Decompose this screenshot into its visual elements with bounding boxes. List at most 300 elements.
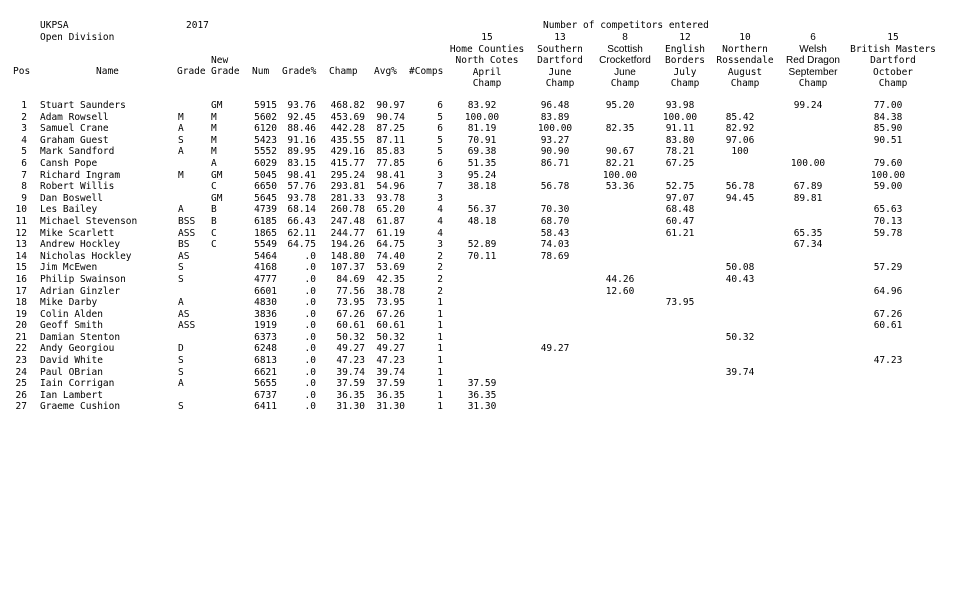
event-header-line: Dartford [537,55,583,67]
cell-name: Nicholas Hockley [40,250,132,262]
cell-comps: 5 [437,111,443,123]
cell-grade-pct: 91.16 [287,134,316,146]
cell-grade-pct: .0 [304,331,316,343]
cell-name: Robert Willis [40,181,115,193]
cell-comps: 1 [437,366,443,378]
table-row [0,100,960,112]
cell-event-score: 100.00 [464,111,500,123]
cell-event-score: 90.67 [605,146,635,158]
cell-champ: 47.23 [336,355,365,367]
event-header-line: Rossendale [716,55,774,67]
cell-grade-pct: .0 [304,378,316,390]
table-row [0,193,960,205]
cell-event-score: 50.08 [725,262,755,274]
division-title: Open Division [40,32,115,43]
event-header-line: Champ [670,78,700,90]
col-header-comps: #Comps [409,66,444,77]
cell-pos: 21 [15,331,27,343]
cell-name: Damian Stenton [40,331,121,343]
cell-num: 5549 [254,239,277,251]
cell-avg: 31.30 [376,401,405,413]
cell-event-score: 95.24 [467,169,497,181]
table-row [0,228,960,240]
cell-name: Mark Sandford [40,146,115,158]
cell-name: Stuart Saunders [40,100,126,111]
cell-avg: 42.35 [376,273,405,285]
cell-event-score: 12.60 [605,285,635,297]
table-row [0,216,960,228]
cell-event-score: 70.13 [873,215,903,227]
event-header-line: Borders [664,55,706,67]
cell-grade: S [178,366,184,378]
cell-grade-pct: 89.95 [287,146,316,158]
cell-grade: A [178,297,184,309]
cell-avg: 37.59 [376,378,405,390]
cell-champ: 60.61 [336,320,365,332]
cell-event-score: 38.18 [467,181,497,193]
table-row [0,158,960,170]
cell-num: 5423 [254,134,277,146]
event-header-line: April [472,66,502,78]
cell-event-score: 82.92 [725,123,755,135]
event-header-line: Crocketford [599,55,651,67]
cell-event-score: 93.27 [540,134,570,146]
cell-new-grade: A [211,157,217,169]
cell-event-score: 85.90 [873,123,903,135]
table-row [0,251,960,263]
cell-event-score: 89.81 [793,192,823,204]
cell-grade: S [178,401,184,413]
cell-pos: 18 [15,297,27,309]
cell-event-score: 56.78 [540,181,570,193]
event-header-line: Welsh [799,43,827,55]
cell-grade-pct: .0 [304,389,316,401]
cell-avg: 87.11 [376,134,405,146]
cell-event-score: 68.70 [540,215,570,227]
cell-pos: 20 [15,320,27,332]
cell-new-grade: C [211,227,217,239]
event-header-line: Champ [798,78,828,90]
cell-grade: AS [178,250,190,262]
cell-num: 5915 [254,100,277,111]
cell-num: 6813 [254,355,277,367]
cell-pos: 23 [15,355,27,367]
cell-name: David White [40,355,103,367]
cell-event-score: 52.75 [665,181,695,193]
col-header-grade: Grade [177,66,206,77]
cell-grade: BSS [178,215,196,227]
cell-champ: 260.78 [330,204,365,216]
cell-event-score: 96.48 [540,100,570,111]
event-header-line: July [673,66,697,78]
cell-event-score: 78.69 [540,250,570,262]
cell-pos: 22 [15,343,27,355]
cell-grade: S [178,355,184,367]
event-count: 13 [554,32,566,43]
event-header-line: English [664,43,706,55]
competitors-label: Number of competitors entered [543,20,709,31]
cell-grade-pct: .0 [304,366,316,378]
cell-avg: 61.87 [376,215,405,227]
cell-event-score: 91.11 [665,123,695,135]
event-header-line: June [548,66,572,78]
cell-event-score: 60.61 [873,320,903,332]
cell-comps: 1 [437,355,443,367]
cell-champ: 49.27 [336,343,365,355]
event-header-line: Northern [722,43,768,55]
cell-comps: 4 [437,215,443,227]
table-row [0,262,960,274]
cell-grade: BS [178,239,190,251]
event-count: 15 [481,32,493,43]
cell-avg: 93.78 [376,192,405,204]
col-header-new-grade-line2: Grade [211,66,240,77]
cell-comps: 1 [437,308,443,320]
cell-comps: 3 [437,169,443,181]
cell-num: 6248 [254,343,277,355]
cell-num: 6601 [254,285,277,297]
cell-event-score: 73.95 [665,297,695,309]
cell-pos: 13 [15,239,27,251]
cell-event-score: 65.63 [873,204,903,216]
cell-avg: 77.85 [376,157,405,169]
cell-name: Mike Darby [40,297,98,309]
cell-grade-pct: 64.75 [287,239,316,251]
event-header-line: October [872,66,914,78]
cell-comps: 1 [437,320,443,332]
cell-event-score: 48.18 [467,215,497,227]
cell-grade-pct: .0 [304,355,316,367]
cell-event-score: 31.30 [467,401,497,413]
cell-event-score: 59.00 [873,181,903,193]
cell-name: Graham Guest [40,134,109,146]
cell-new-grade: C [211,181,217,193]
cell-event-score: 64.96 [873,285,903,297]
cell-num: 4830 [254,297,277,309]
event-count: 10 [739,32,751,43]
cell-name: Andrew Hockley [40,239,121,251]
cell-grade-pct: 83.15 [287,157,316,169]
cell-event-score: 82.21 [605,157,635,169]
cell-num: 1865 [254,227,277,239]
event-header-line: Champ [730,78,760,90]
cell-grade-pct: .0 [304,273,316,285]
cell-comps: 1 [437,343,443,355]
cell-grade: S [178,262,184,274]
cell-new-grade: M [211,111,217,123]
cell-grade-pct: .0 [304,285,316,297]
cell-name: Geoff Smith [40,320,103,332]
table-row [0,135,960,147]
cell-pos: 1 [21,100,27,111]
cell-num: 5645 [254,192,277,204]
cell-grade: S [178,273,184,285]
cell-pos: 5 [21,146,27,158]
cell-comps: 6 [437,100,443,111]
cell-grade: ASS [178,227,196,239]
cell-pos: 9 [21,192,27,204]
cell-num: 6373 [254,331,277,343]
cell-comps: 6 [437,123,443,135]
cell-champ: 31.30 [336,401,365,413]
event-header-line: British Masters [850,43,936,55]
cell-pos: 11 [15,215,27,227]
cell-new-grade: B [211,204,217,216]
col-header-avg: Avg% [374,66,397,77]
cell-champ: 247.48 [330,215,365,227]
cell-champ: 67.26 [336,308,365,320]
cell-name: Richard Ingram [40,169,121,181]
table-row [0,343,960,355]
cell-grade-pct: 57.76 [287,181,316,193]
cell-grade: M [178,169,184,181]
cell-event-score: 56.78 [725,181,755,193]
cell-champ: 468.82 [330,100,365,111]
cell-grade: S [178,134,184,146]
cell-comps: 2 [437,273,443,285]
cell-comps: 2 [437,285,443,297]
event-header-line: June [614,66,636,78]
cell-name: Philip Swainson [40,273,126,285]
cell-new-grade: C [211,239,217,251]
cell-comps: 1 [437,297,443,309]
cell-comps: 1 [437,331,443,343]
cell-new-grade: M [211,146,217,158]
cell-event-score: 90.90 [540,146,570,158]
cell-num: 5602 [254,111,277,123]
event-header-line: Champ [472,78,502,90]
cell-event-score: 56.37 [467,204,497,216]
cell-name: Andy Georgiou [40,343,115,355]
cell-event-score: 83.92 [467,100,497,111]
cell-event-score: 82.35 [605,123,635,135]
event-header-line: Champ [545,78,575,90]
cell-event-score: 40.43 [725,273,755,285]
cell-event-score: 49.27 [540,343,570,355]
table-row [0,123,960,135]
col-header-new-grade-line1: New [211,55,229,66]
cell-champ: 84.69 [336,273,365,285]
cell-grade: A [178,123,184,135]
cell-event-score: 79.60 [873,157,903,169]
cell-avg: 53.69 [376,262,405,274]
cell-grade: ASS [178,320,196,332]
cell-event-score: 59.78 [873,227,903,239]
cell-event-score: 53.36 [605,181,635,193]
cell-grade: A [178,204,184,216]
cell-grade-pct: .0 [304,297,316,309]
cell-grade: M [178,111,184,123]
table-row [0,297,960,309]
cell-comps: 1 [437,389,443,401]
table-row [0,239,960,251]
cell-avg: 50.32 [376,331,405,343]
cell-event-score: 70.30 [540,204,570,216]
cell-event-score: 97.07 [665,192,695,204]
cell-num: 5655 [254,378,277,390]
cell-comps: 1 [437,401,443,413]
cell-grade-pct: 93.78 [287,192,316,204]
cell-avg: 36.35 [376,389,405,401]
cell-grade: A [178,146,184,158]
cell-event-score: 61.21 [665,227,695,239]
cell-grade: A [178,378,184,390]
cell-pos: 26 [15,389,27,401]
cell-pos: 2 [21,111,27,123]
cell-pos: 17 [15,285,27,297]
cell-comps: 7 [437,181,443,193]
table-row [0,274,960,286]
results-table [0,100,960,413]
cell-event-score: 51.35 [467,157,497,169]
cell-champ: 37.59 [336,378,365,390]
cell-grade-pct: .0 [304,308,316,320]
cell-num: 6029 [254,157,277,169]
table-row [0,170,960,182]
cell-num: 4777 [254,273,277,285]
cell-num: 6650 [254,181,277,193]
cell-grade: AS [178,308,190,320]
cell-event-score: 84.38 [873,111,903,123]
cell-event-score: 47.23 [873,355,903,367]
cell-grade-pct: 98.41 [287,169,316,181]
cell-event-score: 67.26 [873,308,903,320]
cell-new-grade: M [211,123,217,135]
cell-grade-pct: .0 [304,320,316,332]
cell-champ: 148.80 [330,250,365,262]
table-row [0,332,960,344]
cell-event-score: 100.00 [870,169,906,181]
event-header-line: September [788,66,838,78]
cell-event-score: 58.43 [540,227,570,239]
cell-comps: 2 [437,250,443,262]
event-count: 6 [810,32,816,43]
cell-grade-pct: .0 [304,401,316,413]
table-row [0,401,960,413]
cell-comps: 5 [437,134,443,146]
event-count: 15 [887,32,899,43]
cell-pos: 7 [21,169,27,181]
cell-champ: 194.26 [330,239,365,251]
col-header-champ: Champ [329,66,358,77]
cell-num: 6621 [254,366,277,378]
event-header-line: Champ [610,78,640,90]
cell-grade-pct: .0 [304,262,316,274]
event-header-line: August [727,66,763,78]
table-row [0,320,960,332]
cell-grade-pct: 62.11 [287,227,316,239]
event-count: 12 [679,32,691,43]
cell-grade-pct: 66.43 [287,215,316,227]
cell-pos: 16 [15,273,27,285]
cell-num: 5464 [254,250,277,262]
cell-grade-pct: 88.46 [287,123,316,135]
cell-event-score: 37.59 [467,378,497,390]
cell-pos: 3 [21,123,27,135]
cell-avg: 49.27 [376,343,405,355]
cell-event-score: 83.89 [540,111,570,123]
cell-pos: 19 [15,308,27,320]
cell-event-score: 93.98 [665,100,695,111]
cell-name: Les Bailey [40,204,98,216]
cell-comps: 6 [437,157,443,169]
event-header-line: Home Counties [449,43,525,55]
cell-avg: 73.95 [376,297,405,309]
cell-event-score: 77.00 [873,100,903,111]
cell-event-score: 70.11 [467,250,497,262]
col-header-name: Name [96,66,119,77]
cell-event-score: 99.24 [793,100,823,111]
cell-event-score: 86.71 [540,157,570,169]
cell-avg: 39.74 [376,366,405,378]
cell-champ: 453.69 [330,111,365,123]
cell-name: Michael Stevenson [40,215,138,227]
cell-name: Graeme Cushion [40,401,121,413]
cell-champ: 244.77 [330,227,365,239]
cell-champ: 50.32 [336,331,365,343]
cell-num: 5552 [254,146,277,158]
cell-num: 4168 [254,262,277,274]
table-row [0,390,960,402]
table-row [0,112,960,124]
cell-event-score: 36.35 [467,389,497,401]
cell-pos: 4 [21,134,27,146]
cell-event-score: 67.25 [665,157,695,169]
cell-avg: 64.75 [376,239,405,251]
event-count: 8 [622,32,628,43]
cell-grade-pct: 92.45 [287,111,316,123]
cell-event-score: 57.29 [873,262,903,274]
cell-name: Ian Lambert [40,389,103,401]
cell-champ: 435.55 [330,134,365,146]
cell-champ: 39.74 [336,366,365,378]
cell-avg: 65.20 [376,204,405,216]
cell-event-score: 100 [731,146,749,158]
cell-event-score: 97.06 [725,134,755,146]
table-row [0,146,960,158]
cell-num: 1919 [254,320,277,332]
cell-avg: 61.19 [376,227,405,239]
cell-new-grade: GM [211,169,223,181]
cell-event-score: 65.35 [793,227,823,239]
cell-name: Jim McEwen [40,262,98,274]
cell-num: 5045 [254,169,277,181]
cell-avg: 87.25 [376,123,405,135]
table-row [0,355,960,367]
cell-event-score: 83.80 [665,134,695,146]
cell-pos: 25 [15,378,27,390]
cell-num: 6120 [254,123,277,135]
cell-num: 6185 [254,215,277,227]
cell-name: Samuel Crane [40,123,109,135]
cell-event-score: 52.89 [467,239,497,251]
cell-name: Iain Corrigan [40,378,115,390]
cell-event-score: 81.19 [467,123,497,135]
col-header-pos: Pos [13,66,31,77]
event-header-line: Champ [878,78,908,90]
cell-champ: 107.37 [330,262,365,274]
cell-comps: 2 [437,262,443,274]
cell-event-score: 44.26 [605,273,635,285]
cell-event-score: 39.74 [725,366,755,378]
table-row [0,367,960,379]
cell-champ: 36.35 [336,389,365,401]
event-header-line: Scottish [607,43,643,55]
cell-comps: 3 [437,239,443,251]
cell-num: 4739 [254,204,277,216]
cell-event-score: 95.20 [605,100,635,111]
cell-champ: 293.81 [330,181,365,193]
